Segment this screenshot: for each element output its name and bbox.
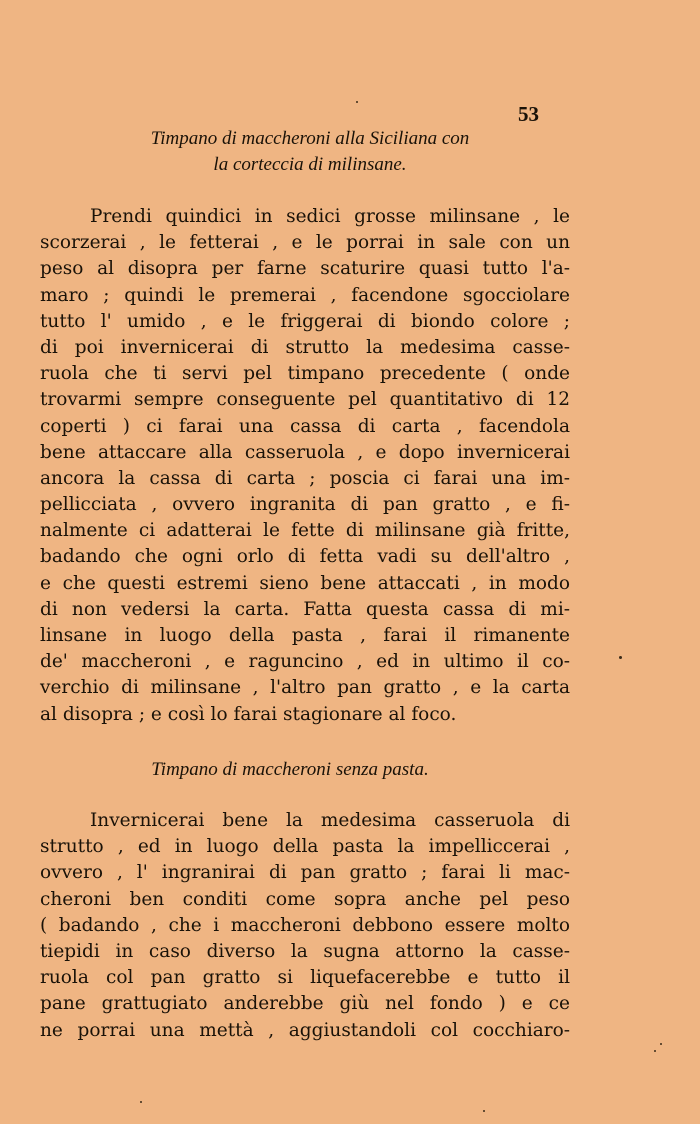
section-body [40, 808, 570, 1044]
body-line: scorzerai , le fetterai , e le porrai in sale con un [40, 232, 570, 254]
section-body [40, 204, 570, 728]
body-line: badando che ogni orlo di fetta vadi su dell'altro , [40, 546, 570, 568]
body-line: al disopra ; e così lo farai stagionare al foco. [40, 703, 457, 725]
body-line: verchio di milinsane , l'altro pan gratto , e la carta [40, 677, 570, 699]
body-line: trovarmi sempre conseguente pel quantitativo di 12 [40, 389, 570, 411]
body-line: coperti ) ci farai una cassa di carta , facendola [40, 415, 570, 437]
body-line: nalmente ci adatterai le fette di milinsane già fritte, [40, 520, 570, 542]
body-line: tutto l' umido , e le friggerai di biondo colore ; [40, 310, 570, 332]
section-title-line: la corteccia di milinsane. [213, 154, 407, 175]
section-title-line: Timpano di maccheroni senza pasta. [151, 759, 429, 780]
body-line: peso al disopra per farne scaturire quasi tutto l'a- [40, 258, 570, 280]
body-line: de' maccheroni , e raguncino , ed in ultimo il co- [40, 651, 570, 673]
body-line: maro ; quindi le premerai , facendone sgocciolare [40, 284, 570, 306]
body-line: cheroni ben conditi come sopra anche pel peso [40, 888, 570, 910]
body-line: ne porrai una mettà , aggiustandoli col cocchiaro- [40, 1019, 570, 1041]
section-title [100, 757, 480, 783]
body-line: ovvero , l' ingranirai di pan gratto ; farai li mac- [40, 862, 570, 884]
body-line: ruola col pan gratto si liquefacerebbe e tutto il [40, 967, 570, 989]
body-line: Invernicerai bene la medesima casseruola di [90, 810, 570, 831]
section-title [60, 126, 560, 178]
body-line: bene attaccare alla casseruola , e dopo invernicerai [40, 441, 570, 463]
body-line: strutto , ed in luogo della pasta la impelliccerai , [40, 836, 570, 858]
body-line: e che questi estremi sieno bene attaccati , in modo [40, 572, 570, 594]
body-line: ( badando , che i maccheroni debbono essere molto [40, 914, 570, 936]
body-line: ancora la cassa di carta ; poscia ci farai una im- [40, 467, 570, 489]
body-line: di non vedersi la carta. Fatta questa cassa di mi- [40, 598, 570, 620]
body-line: ruola che ti servi pel timpano precedente ( onde [40, 363, 570, 385]
body-line: di poi invernicerai di strutto la medesima casse- [40, 336, 570, 358]
page-number: 53 [518, 102, 539, 126]
body-line: linsane in luogo della pasta , farai il rimanente [40, 625, 570, 646]
ink-speck [654, 1050, 656, 1052]
section-title-line: Timpano di maccheroni alla Siciliana con [150, 128, 470, 149]
ink-speck [140, 1101, 142, 1103]
ink-speck [356, 101, 358, 103]
ink-speck [483, 1110, 485, 1112]
ink-speck [660, 1043, 662, 1045]
body-line: pane grattugiato anderebbe giù nel fondo ) e ce [40, 993, 570, 1015]
body-line: pellicciata , ovvero ingranita di pan gratto , e fi- [40, 494, 570, 516]
ink-speck [619, 656, 622, 659]
body-line: tiepidi in caso diverso la sugna attorno la casse- [40, 940, 570, 962]
body-line: Prendi quindici in sedici grosse milinsane , le [90, 206, 570, 227]
